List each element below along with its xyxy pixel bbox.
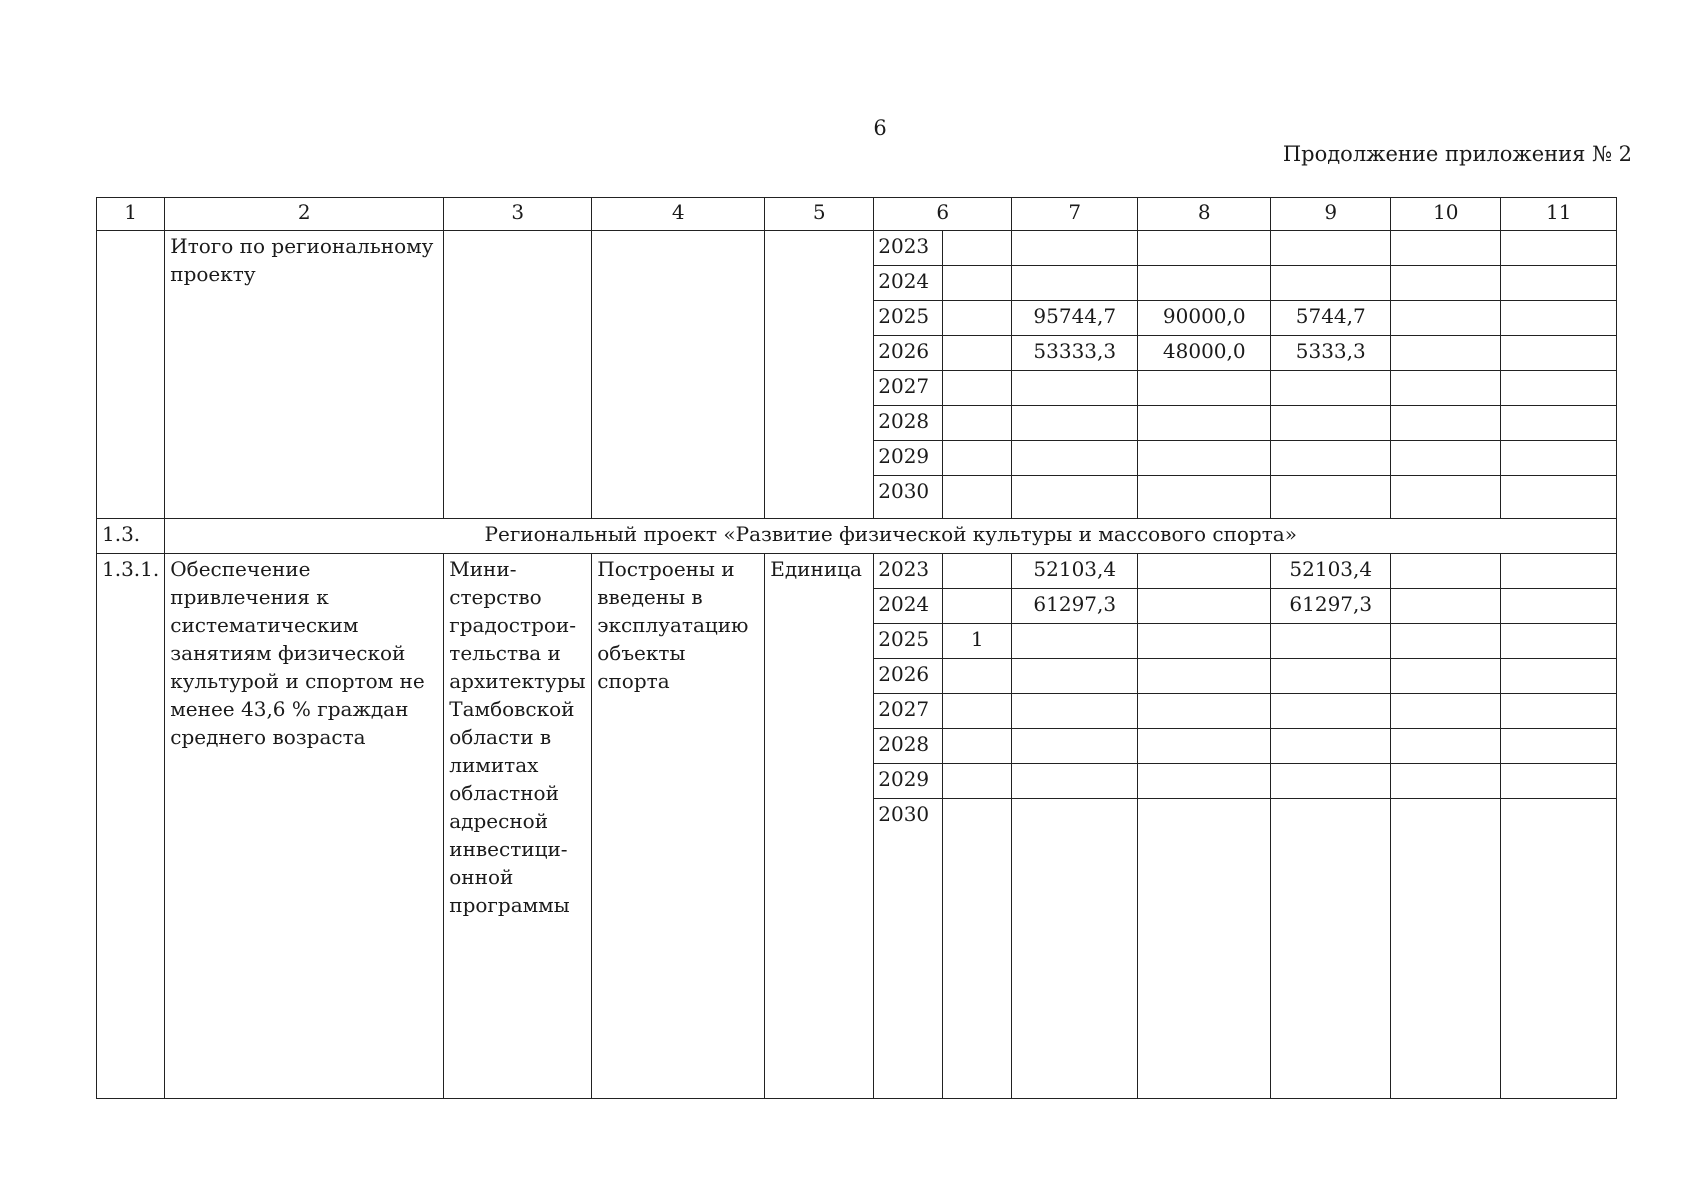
year-cell: 2028 — [874, 406, 943, 441]
year-cell: 2025 — [874, 624, 943, 659]
value-cell — [1138, 624, 1271, 659]
year-cell: 2030 — [874, 476, 943, 519]
value-cell: 1 — [943, 624, 1012, 659]
col-header-9: 9 — [1271, 198, 1391, 231]
value-cell — [1391, 729, 1501, 764]
value-cell — [943, 799, 1012, 1099]
value-cell — [943, 336, 1012, 371]
value-cell — [1271, 799, 1391, 1099]
col-header-8: 8 — [1138, 198, 1271, 231]
value-cell: 48000,0 — [1138, 336, 1271, 371]
year-cell: 2024 — [874, 589, 943, 624]
value-cell — [1391, 589, 1501, 624]
value-cell — [1271, 476, 1391, 519]
value-cell — [1391, 624, 1501, 659]
section-row — [97, 519, 1617, 554]
value-cell — [943, 554, 1012, 589]
value-cell — [1271, 624, 1391, 659]
table-row — [97, 554, 1617, 589]
value-cell — [1012, 729, 1138, 764]
col-header-10: 10 — [1391, 198, 1501, 231]
value-cell — [1012, 476, 1138, 519]
value-cell: 5744,7 — [1271, 301, 1391, 336]
total-result-cell — [592, 231, 765, 519]
value-cell: 61297,3 — [1271, 589, 1391, 624]
value-cell: 53333,3 — [1012, 336, 1138, 371]
section-number: 1.3. — [97, 519, 165, 554]
value-cell — [1501, 624, 1617, 659]
value-cell — [1501, 589, 1617, 624]
value-cell — [1391, 476, 1501, 519]
total-label: Итого по региональному проекту — [165, 231, 444, 519]
value-cell — [943, 231, 1012, 266]
year-cell: 2028 — [874, 729, 943, 764]
value-cell — [943, 694, 1012, 729]
value-cell — [1138, 266, 1271, 301]
value-cell — [1138, 694, 1271, 729]
value-cell — [1271, 441, 1391, 476]
value-cell — [943, 729, 1012, 764]
value-cell — [1012, 231, 1138, 266]
header-row — [97, 198, 1617, 231]
value-cell — [1138, 554, 1271, 589]
item-executor: Мини-стерство градострои-тельства и архитектуры Тамбовской области в лимитах областной адресной инвестици-онной программы — [444, 554, 592, 1099]
value-cell — [943, 441, 1012, 476]
value-cell — [1012, 266, 1138, 301]
budget-table — [96, 197, 1617, 1099]
value-cell — [943, 301, 1012, 336]
item-result: Построены и введены в эксплуатацию объекты спорта — [592, 554, 765, 1099]
col-header-6: 6 — [874, 198, 1012, 231]
col-header-4: 4 — [592, 198, 765, 231]
value-cell — [1138, 659, 1271, 694]
value-cell — [1138, 231, 1271, 266]
value-cell — [1271, 371, 1391, 406]
value-cell — [1501, 266, 1617, 301]
value-cell — [1012, 799, 1138, 1099]
year-cell: 2025 — [874, 301, 943, 336]
year-cell: 2027 — [874, 371, 943, 406]
value-cell — [1271, 231, 1391, 266]
value-cell: 90000,0 — [1138, 301, 1271, 336]
year-cell: 2030 — [874, 799, 943, 1099]
value-cell — [1391, 266, 1501, 301]
value-cell — [1501, 659, 1617, 694]
value-cell: 52103,4 — [1012, 554, 1138, 589]
value-cell — [943, 659, 1012, 694]
value-cell — [1138, 406, 1271, 441]
year-cell: 2023 — [874, 554, 943, 589]
value-cell — [943, 266, 1012, 301]
value-cell — [1012, 764, 1138, 799]
year-cell: 2026 — [874, 336, 943, 371]
value-cell — [1138, 764, 1271, 799]
value-cell — [1138, 371, 1271, 406]
value-cell — [943, 406, 1012, 441]
value-cell — [1501, 406, 1617, 441]
value-cell — [1012, 694, 1138, 729]
col-header-3: 3 — [444, 198, 592, 231]
value-cell — [1391, 336, 1501, 371]
section-title: Региональный проект «Развитие физической культуры и массового спорта» — [165, 519, 1617, 554]
page-number: 6 — [873, 116, 887, 140]
value-cell — [1391, 301, 1501, 336]
value-cell — [1012, 406, 1138, 441]
year-cell: 2029 — [874, 764, 943, 799]
value-cell — [1012, 659, 1138, 694]
value-cell — [1391, 231, 1501, 266]
value-cell — [1012, 441, 1138, 476]
value-cell — [1391, 799, 1501, 1099]
value-cell — [1138, 476, 1271, 519]
value-cell — [1501, 554, 1617, 589]
year-cell: 2026 — [874, 659, 943, 694]
value-cell — [1501, 764, 1617, 799]
value-cell — [1391, 694, 1501, 729]
value-cell — [1271, 694, 1391, 729]
total-executor-cell — [444, 231, 592, 519]
col-header-2: 2 — [165, 198, 444, 231]
value-cell — [943, 476, 1012, 519]
value-cell — [1391, 554, 1501, 589]
value-cell — [1271, 266, 1391, 301]
value-cell — [943, 589, 1012, 624]
value-cell: 61297,3 — [1012, 589, 1138, 624]
item-unit: Единица — [765, 554, 874, 1099]
value-cell — [1501, 231, 1617, 266]
value-cell — [1391, 764, 1501, 799]
value-cell — [943, 764, 1012, 799]
value-cell — [1391, 371, 1501, 406]
year-cell: 2027 — [874, 694, 943, 729]
value-cell: 95744,7 — [1012, 301, 1138, 336]
value-cell — [1501, 301, 1617, 336]
value-cell — [943, 371, 1012, 406]
value-cell — [1501, 336, 1617, 371]
value-cell — [1501, 371, 1617, 406]
col-header-1: 1 — [97, 198, 165, 231]
total-unit-cell — [765, 231, 874, 519]
table-row — [97, 231, 1617, 266]
value-cell — [1138, 729, 1271, 764]
value-cell — [1138, 799, 1271, 1099]
appendix-note: Продолжение приложения № 2 — [1282, 142, 1632, 166]
col-header-7: 7 — [1012, 198, 1138, 231]
item-number: 1.3.1. — [97, 554, 165, 1099]
value-cell — [1391, 441, 1501, 476]
value-cell — [1501, 441, 1617, 476]
value-cell — [1391, 659, 1501, 694]
value-cell: 5333,3 — [1271, 336, 1391, 371]
value-cell — [1138, 589, 1271, 624]
value-cell: 52103,4 — [1271, 554, 1391, 589]
value-cell — [1138, 441, 1271, 476]
col-header-11: 11 — [1501, 198, 1617, 231]
value-cell — [1391, 406, 1501, 441]
value-cell — [1271, 659, 1391, 694]
value-cell — [1271, 406, 1391, 441]
year-cell: 2029 — [874, 441, 943, 476]
col-header-5: 5 — [765, 198, 874, 231]
item-description: Обеспечение привлечения к систематическим занятиям физической культурой и спортом не менее 43,6 % граждан среднего возраста — [165, 554, 444, 1099]
value-cell — [1501, 729, 1617, 764]
value-cell — [1012, 624, 1138, 659]
year-cell: 2023 — [874, 231, 943, 266]
total-number-cell — [97, 231, 165, 519]
value-cell — [1501, 799, 1617, 1099]
value-cell — [1012, 371, 1138, 406]
value-cell — [1271, 764, 1391, 799]
value-cell — [1501, 694, 1617, 729]
value-cell — [1271, 729, 1391, 764]
year-cell: 2024 — [874, 266, 943, 301]
value-cell — [1501, 476, 1617, 519]
